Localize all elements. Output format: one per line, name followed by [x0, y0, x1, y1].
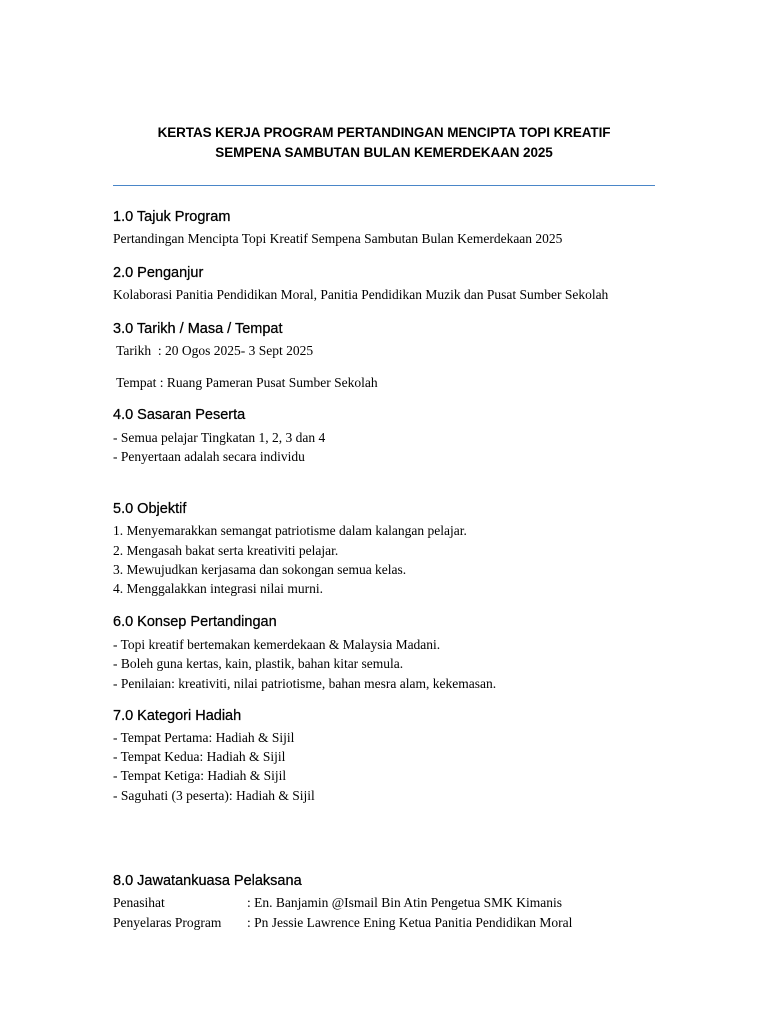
section-heading-objektif: 5.0 Objektif: [113, 501, 187, 517]
section-heading-kategori-hadiah: 7.0 Kategori Hadiah: [113, 708, 242, 724]
section-text-tempat: Tempat : Ruang Pameran Pusat Sumber Sekolah: [113, 375, 378, 390]
section-text-tajuk-program: Pertandingan Mencipta Topi Kreatif Sempena Sambutan Bulan Kemerdekaan 2025: [113, 231, 563, 246]
committee-role-penasihat: Penasihat: [113, 895, 165, 910]
list-item: - Topi kreatif bertemakan kemerdekaan & Malaysia Madani.: [113, 637, 441, 652]
list-item: - Tempat Pertama: Hadiah & Sijil: [113, 730, 295, 745]
list-item: - Penilaian: kreativiti, nilai patriotisme, bahan mesra alam, kekemasan.: [113, 676, 497, 691]
list-item: 4. Menggalakkan integrasi nilai murni.: [113, 581, 323, 596]
list-item: - Tempat Ketiga: Hadiah & Sijil: [113, 768, 287, 783]
list-item: - Saguhati (3 peserta): Hadiah & Sijil: [113, 788, 315, 803]
section-heading-tajuk-program: 1.0 Tajuk Program: [113, 209, 231, 225]
section-heading-jawatankuasa-pelaksana: 8.0 Jawatankuasa Pelaksana: [113, 873, 302, 889]
section-text-penganjur: Kolaborasi Panitia Pendidikan Moral, Panitia Pendidikan Muzik dan Pusat Sumber Sekolah: [113, 287, 609, 302]
list-item: 1. Menyemarakkan semangat patriotisme dalam kalangan pelajar.: [113, 523, 467, 538]
list-item: - Semua pelajar Tingkatan 1, 2, 3 dan 4: [113, 430, 326, 445]
section-text-tarikh: Tarikh : 20 Ogos 2025- 3 Sept 2025: [113, 343, 314, 358]
section-heading-tarikh-masa-tempat: 3.0 Tarikh / Masa / Tempat: [113, 321, 283, 337]
committee-detail-penyelaras: : Pn Jessie Lawrence Ening Ketua Panitia Pendidikan Moral: [247, 915, 573, 930]
section-heading-konsep-pertandingan: 6.0 Konsep Pertandingan: [113, 614, 277, 630]
committee-detail-penasihat: : En. Banjamin @Ismail Bin Atin Pengetua SMK Kimanis: [247, 895, 563, 910]
list-item: 2. Mengasah bakat serta kreativiti pelajar.: [113, 543, 339, 558]
document-title-line-2: SEMPENA SAMBUTAN BULAN KEMERDEKAAN 2025: [215, 145, 553, 160]
document-title-line-1: KERTAS KERJA PROGRAM PERTANDINGAN MENCIPTA TOPI KREATIF: [157, 125, 611, 140]
list-item: - Boleh guna kertas, kain, plastik, bahan kitar semula.: [113, 656, 404, 671]
committee-role-penyelaras: Penyelaras Program: [113, 915, 222, 930]
section-heading-penganjur: 2.0 Penganjur: [113, 265, 204, 281]
title-divider: [113, 185, 655, 186]
list-item: 3. Mewujudkan kerjasama dan sokongan semua kelas.: [113, 562, 407, 577]
list-item: - Penyertaan adalah secara individu: [113, 449, 305, 464]
list-item: - Tempat Kedua: Hadiah & Sijil: [113, 749, 286, 764]
section-heading-sasaran-peserta: 4.0 Sasaran Peserta: [113, 407, 246, 423]
